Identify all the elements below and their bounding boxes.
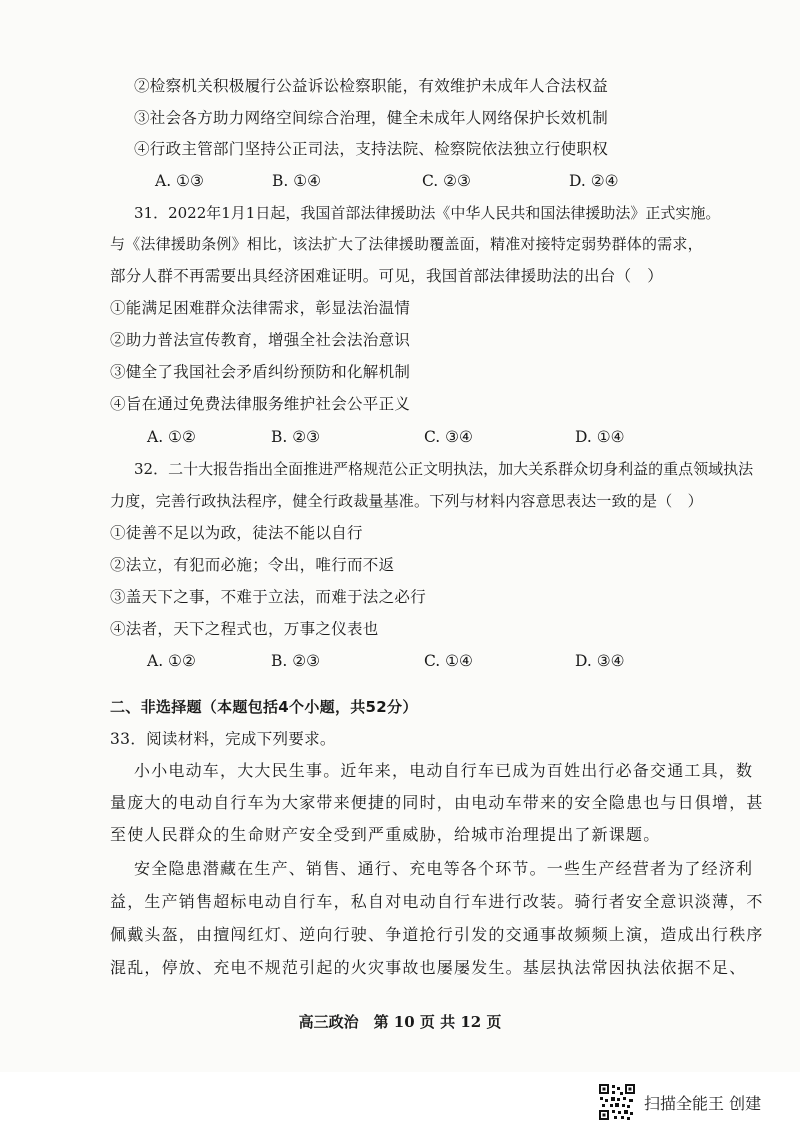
watermark-text: 扫描全能王 创建 xyxy=(644,1093,762,1113)
q33-material-p2-line-4: 混乱，停放、充电不规范引起的火灾事故也屡屡发生。基层执法常因执法依据不足、 xyxy=(110,958,747,977)
q31-statement-4: ④旨在通过免费法律服务维护社会公平正义 xyxy=(110,395,411,413)
q30-statement-4: ④行政主管部门坚持公正司法，支持法院、检察院依法独立行使职权 xyxy=(134,140,609,158)
qr-code-icon xyxy=(598,1083,636,1121)
q31-stem-line-3: 部分人群不再需要出具经济困难证明。可见，我国首部法律援助法的出台（ ） xyxy=(110,267,664,285)
q31-option-b: B. ②③ xyxy=(271,428,321,446)
q30-option-b: B. ①④ xyxy=(272,172,322,190)
q33-material-p2-line-3: 佩戴头盔，由擅闯红灯、逆向行驶、争道抢行引发的交通事故频频上演，造成出行秩序 xyxy=(110,925,764,944)
q33-intro: 33．阅读材料，完成下列要求。 xyxy=(110,730,336,748)
q31-statement-3: ③健全了我国社会矛盾纠纷预防和化解机制 xyxy=(110,363,411,381)
q30-option-a: A. ①③ xyxy=(155,172,204,190)
page-footer: 高三政治 第 10 页 共 12 页 xyxy=(298,1013,502,1031)
q32-statement-2: ②法立，有犯而必施；令出，唯行而不返 xyxy=(110,556,395,574)
q31-statement-1: ①能满足困难群众法律需求，彰显法治温情 xyxy=(110,299,411,317)
q32-option-d: D. ③④ xyxy=(575,652,625,670)
q32-option-c: C. ①④ xyxy=(424,652,473,670)
q31-option-c: C. ③④ xyxy=(424,428,473,446)
q31-statement-2: ②助力普法宣传教育，增强全社会法治意识 xyxy=(110,331,411,349)
q32-stem-line-1: 32．二十大报告指出全面推进严格规范公正文明执法，加大关系群众切身利益的重点领域执法 xyxy=(134,460,754,478)
q33-material-p1-line-2: 量庞大的电动自行车为大家带来便捷的同时，由电动车带来的安全隐患也与日俱增，甚 xyxy=(110,793,764,812)
q30-statement-3: ③社会各方助力网络空间综合治理，健全未成年人网络保护长效机制 xyxy=(134,109,609,127)
q33-material-p2-line-1: 安全隐患潜藏在生产、销售、通行、充电等各个环节。一些生产经营者为了经济利 xyxy=(134,859,754,878)
q30-option-c: C. ②③ xyxy=(422,172,471,190)
q30-statement-2: ②检察机关积极履行公益诉讼检察职能，有效维护未成年人合法权益 xyxy=(134,77,609,95)
q31-stem-line-1: 31．2022年1月1日起，我国首部法律援助法《中华人民共和国法律援助法》正式实施。 xyxy=(134,204,721,222)
q32-statement-3: ③盖天下之事，不难于立法，而难于法之必行 xyxy=(110,588,427,606)
section-heading: 二、非选择题（本题包括4个小题，共52分） xyxy=(110,698,418,716)
q31-option-d: D. ①④ xyxy=(575,428,625,446)
q33-material-p1-line-3: 至使人民群众的生命财产安全受到严重威胁，给城市治理提出了新课题。 xyxy=(110,825,661,844)
q33-material-p2-line-2: 益，生产销售超标电动自行车，私自对电动自行车进行改装。骑行者安全意识淡薄，不 xyxy=(110,892,764,911)
q31-stem-line-2: 与《法律援助条例》相比，该法扩大了法律援助覆盖面，精准对接特定弱势群体的需求， xyxy=(110,235,703,253)
q31-option-a: A. ①② xyxy=(147,428,196,446)
scanner-watermark xyxy=(598,1083,761,1121)
q32-statement-1: ①徒善不足以为政，徒法不能以自行 xyxy=(110,524,363,542)
q33-material-p1-line-1: 小小电动车，大大民生事。近年来，电动自行车已成为百姓出行必备交通工具，数 xyxy=(134,761,754,780)
q32-stem-line-2: 力度，完善行政执法程序，健全行政裁量基准。下列与材料内容意思表达一致的是（ ） xyxy=(110,492,703,510)
q32-statement-4: ④法者，天下之程式也，万事之仪表也 xyxy=(110,620,379,638)
q30-option-d: D. ②④ xyxy=(569,172,619,190)
q32-option-b: B. ②③ xyxy=(271,652,321,670)
q32-option-a: A. ①② xyxy=(147,652,196,670)
